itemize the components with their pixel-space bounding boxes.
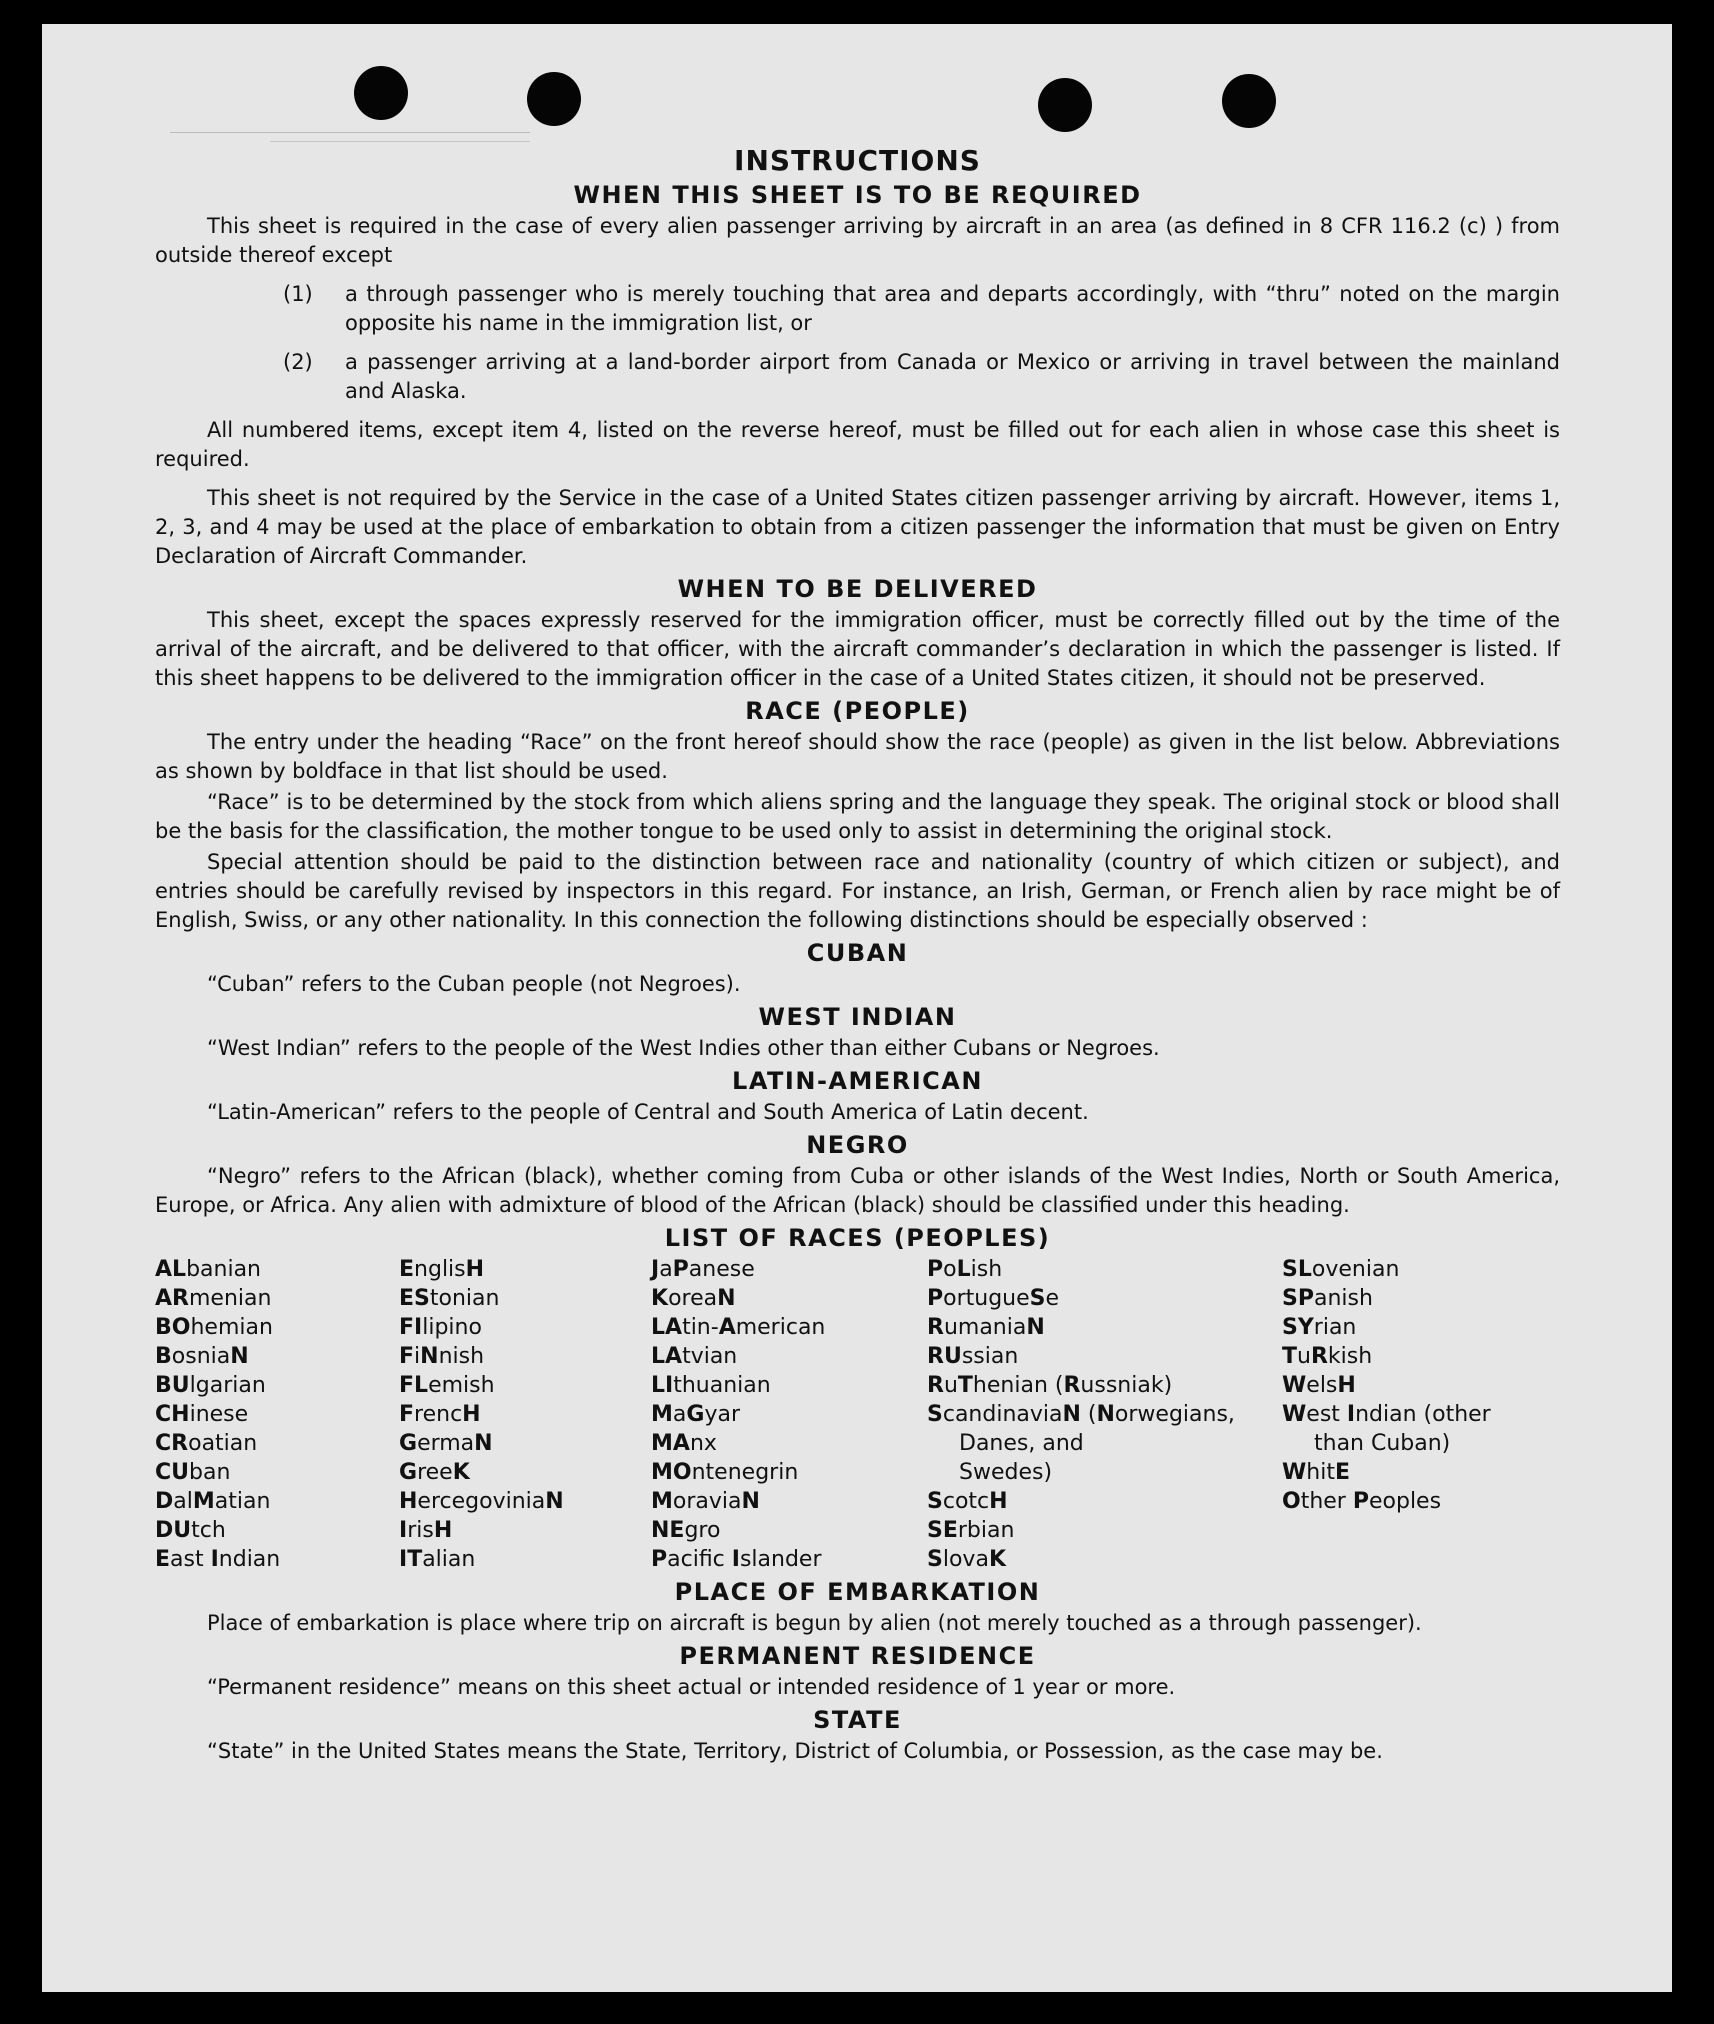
race-entry: JaPanese (651, 1257, 755, 1282)
section-heading-west-indian: WEST INDIAN (758, 1003, 957, 1031)
race-entry: CRoatian (155, 1431, 258, 1456)
section-heading-delivered: WHEN TO BE DELIVERED (677, 575, 1038, 603)
race-entry: PoLish (927, 1257, 1003, 1282)
race-entry: Swedes) (959, 1460, 1053, 1485)
section-heading-latin-american: LATIN-AMERICAN (732, 1067, 983, 1095)
race-entry: FrencH (399, 1402, 481, 1427)
paragraph: This sheet, except the spaces expressly reserved for the immigration officer, must be correctly filled out by the time of the arrival of the aircraft, and be delivered to that officer, with the aircraft commander’s declaration in which the passenger is listed. If this sheet happens to be delivered to the immigration officer in the case of a United States citizen, it should not be preserved. (155, 608, 1560, 690)
race-entry: NEgro (651, 1518, 721, 1543)
race-entry: DUtch (155, 1518, 226, 1543)
race-entry: IrisH (399, 1518, 453, 1543)
paragraph: “West Indian” refers to the people of the West Indies other than either Cubans or Negroes. (207, 1036, 1160, 1060)
punch-hole (1038, 78, 1092, 132)
section-heading-embarkation: PLACE OF EMBARKATION (674, 1578, 1041, 1606)
paragraph: Place of embarkation is place where trip on aircraft is begun by alien (not merely touched as a through passenger). (207, 1611, 1422, 1635)
race-entry: ScandinaviaN (Norwegians, (927, 1402, 1235, 1427)
paragraph: “State” in the United States means the State, Territory, District of Columbia, or Possession, as the case may be. (207, 1739, 1383, 1763)
race-entry: WhitE (1282, 1460, 1350, 1485)
race-entry: than Cuban) (1314, 1431, 1451, 1456)
race-entry: SlovaK (927, 1547, 1006, 1572)
race-entry: SYrian (1282, 1315, 1357, 1340)
races-column (1282, 1255, 1542, 1574)
races-column (927, 1255, 1282, 1574)
exception-item (283, 280, 1560, 338)
race-entry: East Indian (155, 1547, 281, 1572)
race-entry: HercegoviniaN (399, 1489, 564, 1514)
race-entry: MaGyar (651, 1402, 740, 1427)
race-entry: LAtin-American (651, 1315, 826, 1340)
item-text: a passenger arriving at a land-border airport from Canada or Mexico or arriving in travel between the mainland and Alaska. (345, 350, 1560, 403)
section-heading-race: RACE (PEOPLE) (745, 697, 970, 725)
race-entry: RUssian (927, 1344, 1019, 1369)
race-entry: FIlipino (399, 1315, 482, 1340)
race-entry: RumaniaN (927, 1315, 1045, 1340)
race-entry: SErbian (927, 1518, 1015, 1543)
race-entry: BosniaN (155, 1344, 249, 1369)
page-title: INSTRUCTIONS (734, 144, 981, 177)
race-entry: KoreaN (651, 1286, 736, 1311)
race-entry: LIthuanian (651, 1373, 771, 1398)
paragraph: All numbered items, except item 4, listed on the reverse hereof, must be filled out for each alien in whose case this sheet is required. (155, 418, 1560, 471)
paragraph: “Negro” refers to the African (black), whether coming from Cuba or other islands of the West Indies, North or South America, Europe, or Africa. Any alien with admixture of blood of the African (black) should be classified under this heading. (155, 1164, 1560, 1217)
section-heading-negro: NEGRO (806, 1131, 909, 1159)
paragraph: Special attention should be paid to the distinction between race and nationality (country of which citizen or subject), and entries should be carefully revised by inspectors in this regard. For instance, an Irish, German, or French alien by race might be of English, Swiss, or any other nationality. In this connection the following distinctions should be especially observed : (155, 850, 1560, 932)
section-heading-list-of-races: LIST OF RACES (PEOPLES) (664, 1224, 1051, 1252)
paragraph: This sheet is not required by the Service in the case of a United States citizen passenger arriving by aircraft. However, items 1, 2, 3, and 4 may be used at the place of embarkation to obtain from a citizen passenger the information that must be given on Entry Declaration of Aircraft Commander. (155, 486, 1560, 568)
paragraph: “Latin-American” refers to the people of Central and South America of Latin decent. (207, 1100, 1089, 1124)
race-entry: WelsH (1282, 1373, 1356, 1398)
race-entry: Other Peoples (1282, 1489, 1442, 1514)
paragraph: This sheet is required in the case of every alien passenger arriving by aircraft in an area (as defined in 8 CFR 116.2 (c) ) from outside thereof except (155, 214, 1560, 267)
races-column (399, 1255, 651, 1574)
paragraph: “Cuban” refers to the Cuban people (not Negroes). (207, 972, 741, 996)
race-entry: MAnx (651, 1431, 717, 1456)
races-column (651, 1255, 927, 1574)
item-text: a through passenger who is merely touching that area and departs accordingly, with “thru” noted on the margin opposite his name in the immigration list, or (345, 282, 1560, 335)
race-entry: SLovenian (1282, 1257, 1400, 1282)
race-entry: SPanish (1282, 1286, 1373, 1311)
races-list (155, 1255, 1560, 1574)
race-entry: GreeK (399, 1460, 470, 1485)
race-entry: Danes, and (959, 1431, 1084, 1456)
race-entry: ALbanian (155, 1257, 261, 1282)
race-entry: BOhemian (155, 1315, 273, 1340)
race-entry: EStonian (399, 1286, 500, 1311)
race-entry: Pacific Islander (651, 1547, 822, 1572)
punch-hole (527, 72, 581, 126)
race-entry: MoraviaN (651, 1489, 760, 1514)
race-entry: LAtvian (651, 1344, 738, 1369)
section-heading-required: WHEN THIS SHEET IS TO BE REQUIRED (573, 181, 1142, 209)
race-entry: CUban (155, 1460, 231, 1485)
punch-hole (354, 66, 408, 120)
paragraph: “Race” is to be determined by the stock from which aliens spring and the language they speak. The original stock or blood shall be the basis for the classification, the mother tongue to be used only to assist in determining the original stock. (155, 790, 1560, 843)
race-entry: CHinese (155, 1402, 249, 1427)
race-entry: RuThenian (Russniak) (927, 1373, 1173, 1398)
race-entry: West Indian (other (1282, 1402, 1491, 1427)
race-entry: ARmenian (155, 1286, 272, 1311)
paragraph: “Permanent residence” means on this sheet actual or intended residence of 1 year or more. (207, 1675, 1176, 1699)
instructions-text (155, 140, 1560, 1768)
bleed-through-header (170, 122, 530, 142)
paragraph: The entry under the heading “Race” on the front hereof should show the race (people) as given in the list below. Abbreviations as shown by boldface in that list should be used. (155, 730, 1560, 783)
race-entry: PortugueSe (927, 1286, 1060, 1311)
race-entry: ITalian (399, 1547, 476, 1572)
item-number: (1) (283, 282, 313, 306)
race-entry: DalMatian (155, 1489, 271, 1514)
race-entry: EnglisH (399, 1257, 485, 1282)
race-entry: MOntenegrin (651, 1460, 799, 1485)
section-heading-state: STATE (813, 1706, 902, 1734)
exception-item (283, 348, 1560, 406)
race-entry: FiNnish (399, 1344, 485, 1369)
race-entry: FLemish (399, 1373, 495, 1398)
section-heading-residence: PERMANENT RESIDENCE (679, 1642, 1036, 1670)
punch-hole (1222, 74, 1276, 128)
section-heading-cuban: CUBAN (806, 939, 909, 967)
race-entry: GermaN (399, 1431, 493, 1456)
item-number: (2) (283, 350, 313, 374)
races-column (155, 1255, 399, 1574)
race-entry: TuRkish (1282, 1344, 1373, 1369)
race-entry: ScotcH (927, 1489, 1008, 1514)
race-entry: BUlgarian (155, 1373, 266, 1398)
